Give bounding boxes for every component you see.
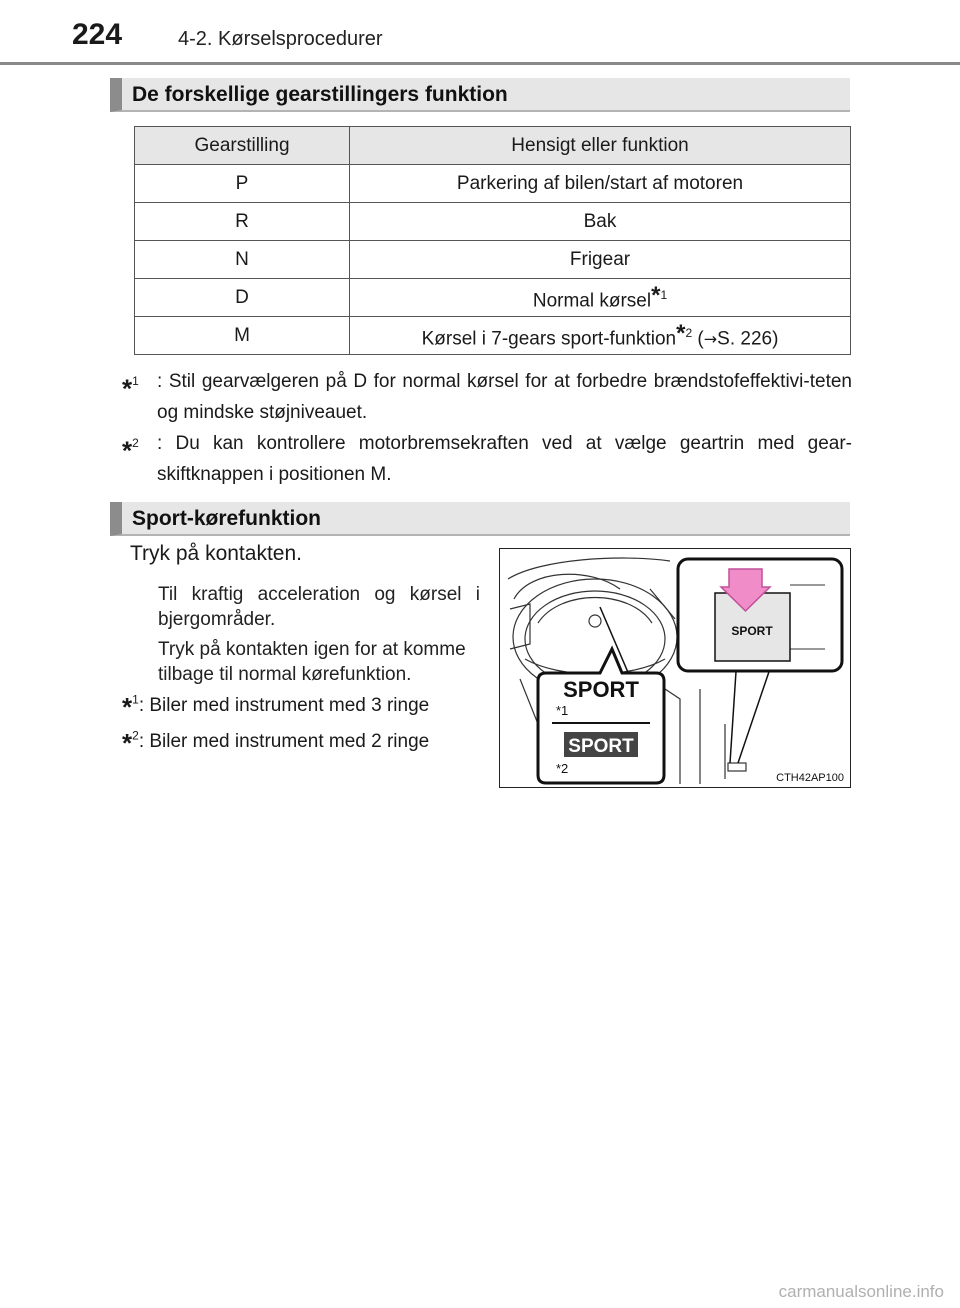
footnote-1 [122, 366, 852, 428]
function-cell [350, 279, 851, 317]
section-heading-gear-functions [110, 78, 850, 112]
function-text: Normal kørsel [532, 290, 652, 312]
footnote-marker: *$^2$ [122, 435, 139, 466]
footnote-2 [122, 428, 852, 490]
section-heading-sport-mode [110, 502, 850, 536]
gear-cell: D [135, 279, 350, 317]
watermark[interactable]: carmanualsonline.info [778, 1282, 944, 1301]
gear-cell: N [135, 241, 350, 279]
sport-switch-illustration [499, 548, 851, 788]
footnote-marker: *$^1$ [122, 373, 139, 404]
figure-footnote-2: *$^2$: Biler med instrument med 2 ringe [122, 728, 430, 758]
function-cell: Kørsel i 7-gears sport-funktion$^{*2}$ (→S. 226) [350, 317, 851, 355]
figure-footnote-1: *$^1$: Biler med instrument med 3 ringe [122, 692, 430, 722]
table-row [135, 279, 851, 317]
indicator-label-3-ring: SPORT [563, 677, 639, 702]
page-ref-arrow-icon: → [703, 329, 718, 349]
table-row [135, 165, 851, 203]
table-header-cell: Hensigt eller funktion [350, 127, 851, 165]
page-ref[interactable]: S. 226) [717, 328, 779, 350]
section-heading-text: Sport-kørefunktion [132, 507, 321, 530]
function-cell: Bak [350, 203, 851, 241]
gear-function-table [134, 126, 851, 355]
footnote-ref: *2 [676, 320, 693, 348]
marker-2: *2 [556, 761, 569, 776]
table-header-cell: Gearstilling [135, 127, 350, 165]
section-heading-text: De forskellige gearstillingers funktion [132, 83, 508, 106]
gear-cell: M [135, 317, 350, 355]
footnote-text: : Biler med instrument med 2 ringe [138, 731, 430, 752]
table-header-row [135, 127, 851, 165]
function-cell: Parkering af bilen/start af motoren [350, 165, 851, 203]
function-text: Kørsel i 7-gears sport-funktion [421, 328, 677, 350]
dashboard-drawing [500, 549, 851, 788]
instruction-paragraph: Tryk på kontakten igen for at komme tilbage til normal kørefunktion. [158, 639, 466, 685]
footnote-ref: *1 [651, 282, 668, 310]
figure-code: CTH42AP100 [776, 772, 844, 784]
indicator-label-2-ring: SPORT [568, 736, 634, 757]
button-label: SPORT [731, 624, 773, 638]
table-row [135, 203, 851, 241]
gear-cell: P [135, 165, 350, 203]
table-row [135, 317, 851, 355]
function-cell: Frigear [350, 241, 851, 279]
header-rule [0, 62, 960, 65]
chapter-title: 4-2. Kørselsprocedurer [178, 28, 383, 50]
gear-cell: R [135, 203, 350, 241]
page-number: 224 [72, 18, 123, 51]
instruction-paragraph: Til kraftig acceleration og kørsel i bjergområder. [158, 584, 480, 630]
footnote-text: : Stil gearvælgeren på D for normal kørsel for at forbedre brændstofeffektivi-teten og mindske støjniveauet. [157, 371, 852, 423]
footnote-text: : Biler med instrument med 3 ringe [138, 695, 430, 716]
table-row [135, 241, 851, 279]
instruction-lead: Tryk på kontakten. [130, 542, 302, 565]
marker-1: *1 [556, 703, 569, 718]
footnote-text: : Du kan kontrollere motorbremsekraften ved at vælge geartrin med gear-skiftknappen i positionen M. [157, 433, 852, 485]
